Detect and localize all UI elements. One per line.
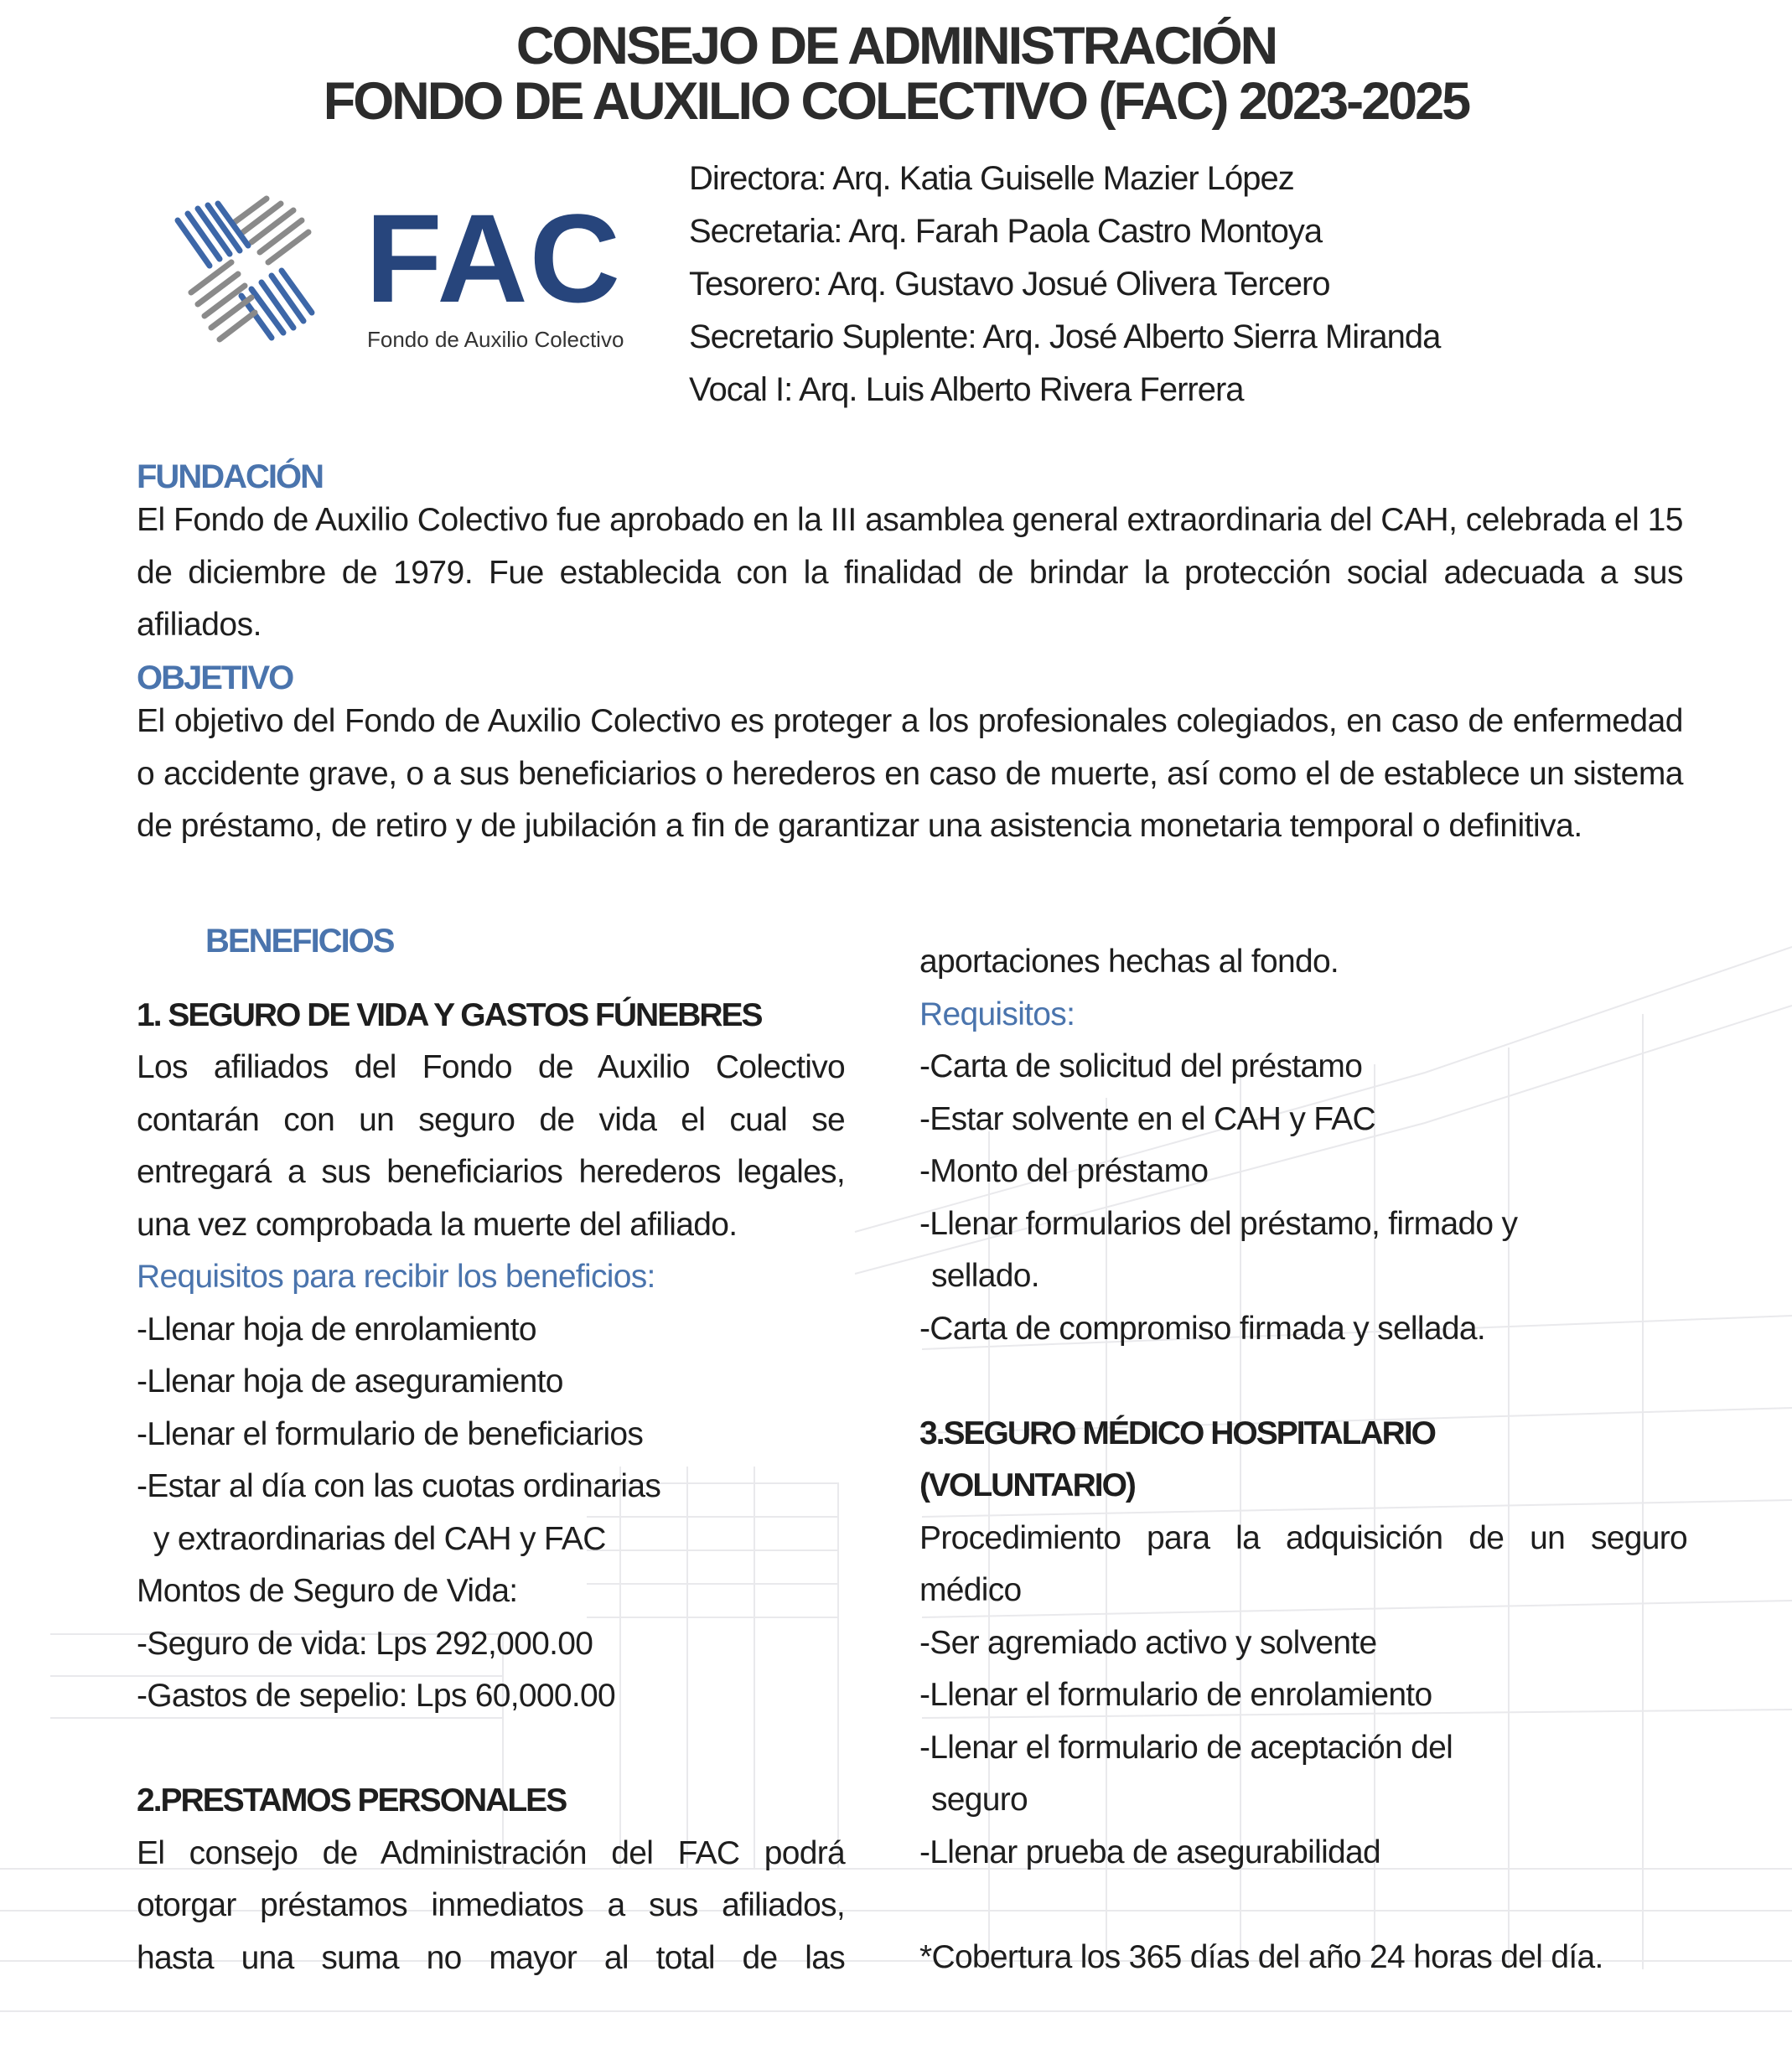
council-director: Directora: Arq. Katia Guiselle Mazier López	[689, 160, 1294, 197]
logo-tagline: Fondo de Auxilio Colectivo	[367, 327, 624, 352]
prestamos-text: El consejo de Administración del FAC podrá otorgar préstamos inmediatos a sus afiliados, hasta una suma no mayor al total de las	[137, 1834, 845, 1976]
list-item: -Carta de compromiso firmada y sellada.	[919, 1310, 1485, 1347]
beneficios-heading: BENEFICIOS	[205, 923, 394, 960]
monto-seguro-vida: -Seguro de vida: Lps 292,000.00	[137, 1625, 593, 1662]
list-item: -Estar al día con las cuotas ordinarias	[137, 1468, 661, 1504]
seguro-medico-text: Procedimiento para la adquisición de un seguro médico	[919, 1519, 1687, 1608]
list-item: -Llenar hoja de enrolamiento	[137, 1311, 536, 1348]
list-item: -Llenar el formulario de aceptación del	[919, 1729, 1453, 1766]
list-item: y extraordinarias del CAH y FAC	[153, 1520, 606, 1557]
prestamos-text-continued: aportaciones hechas al fondo.	[919, 944, 1339, 980]
seguro-vida-text: Los afiliados del Fondo de Auxilio Colectivo contarán con un seguro de vida el cual se entregará a sus beneficiarios herederos legales, una vez comprobada la muerte del afiliado.	[137, 1049, 845, 1243]
benefits-right-column	[919, 936, 1687, 1984]
fundacion-section	[137, 456, 1683, 652]
seguro-medico-title: 3.SEGURO MÉDICO HOSPITALARIO	[919, 1415, 1435, 1451]
council-vocal: Vocal I: Arq. Luis Alberto Rivera Ferrera	[689, 371, 1244, 408]
council-treasurer: Tesorero: Arq. Gustavo Josué Olivera Tercero	[689, 266, 1330, 303]
council-alternate-secretary: Secretario Suplente: Arq. José Alberto Sierra Miranda	[689, 318, 1441, 355]
objetivo-text: El objetivo del Fondo de Auxilio Colectivo es proteger a los profesionales colegiados, en caso de enfermedad o accidente grave, o a sus beneficiarios o herederos en caso de muerte, así como el de establece un sistema de préstamo, de retiro y de jubilación a fin de garantizar una asistencia monetaria temporal o definitiva.	[137, 703, 1683, 844]
fundacion-heading: FUNDACIÓN	[137, 458, 323, 495]
montos-label: Montos de Seguro de Vida:	[137, 1573, 518, 1609]
coverage-note: *Cobertura los 365 días del año 24 horas del día.	[919, 1938, 1603, 1975]
prestamos-requirements-label: Requisitos:	[919, 996, 1075, 1032]
list-item: -Llenar hoja de aseguramiento	[137, 1363, 563, 1399]
list-item: -Llenar el formulario de beneficiarios	[137, 1415, 644, 1452]
list-item: -Monto del préstamo	[919, 1153, 1209, 1189]
fundacion-text: El Fondo de Auxilio Colectivo fue aprobado en la III asamblea general extraordinaria del CAH, celebrada el 15 de diciembre de 1979. Fue establecida con la finalidad de brindar la protección social adecuada a sus afiliados.	[137, 502, 1683, 643]
council-list	[689, 153, 1440, 416]
list-item: -Estar solvente en el CAH y FAC	[919, 1100, 1376, 1137]
prestamos-title: 2.PRESTAMOS PERSONALES	[137, 1782, 567, 1818]
list-item: -Llenar prueba de asegurabilidad	[919, 1834, 1381, 1870]
objetivo-section	[137, 657, 1683, 853]
title-line-2: FONDO DE AUXILIO COLECTIVO (FAC) 2023-2025	[323, 72, 1469, 131]
seguro-vida-title: 1. SEGURO DE VIDA Y GASTOS FÚNEBRES	[137, 996, 762, 1033]
hands-logo-icon	[168, 189, 327, 356]
logo-wordmark: FAC	[365, 188, 622, 329]
list-item: seguro	[931, 1782, 1028, 1818]
objetivo-heading: OBJETIVO	[137, 660, 293, 696]
title-line-1: CONSEJO DE ADMINISTRACIÓN	[515, 17, 1277, 75]
list-item: -Carta de solicitud del préstamo	[919, 1048, 1363, 1084]
monto-gastos-sepelio: -Gastos de sepelio: Lps 60,000.00	[137, 1678, 615, 1714]
fac-logo	[168, 189, 654, 373]
page-title	[0, 18, 1792, 129]
benefits-left-column	[137, 915, 845, 1984]
seguro-vida-requirements-label: Requisitos para recibir los beneficios:	[137, 1259, 655, 1295]
list-item: -Llenar el formulario de enrolamiento	[919, 1677, 1432, 1713]
seguro-medico-subtitle: (VOLUNTARIO)	[919, 1467, 1135, 1503]
list-item: -Ser agremiado activo y solvente	[919, 1624, 1377, 1661]
list-item: sellado.	[931, 1258, 1039, 1294]
council-secretary: Secretaria: Arq. Farah Paola Castro Montoya	[689, 213, 1323, 250]
list-item: -Llenar formularios del préstamo, firmado y	[919, 1205, 1518, 1242]
